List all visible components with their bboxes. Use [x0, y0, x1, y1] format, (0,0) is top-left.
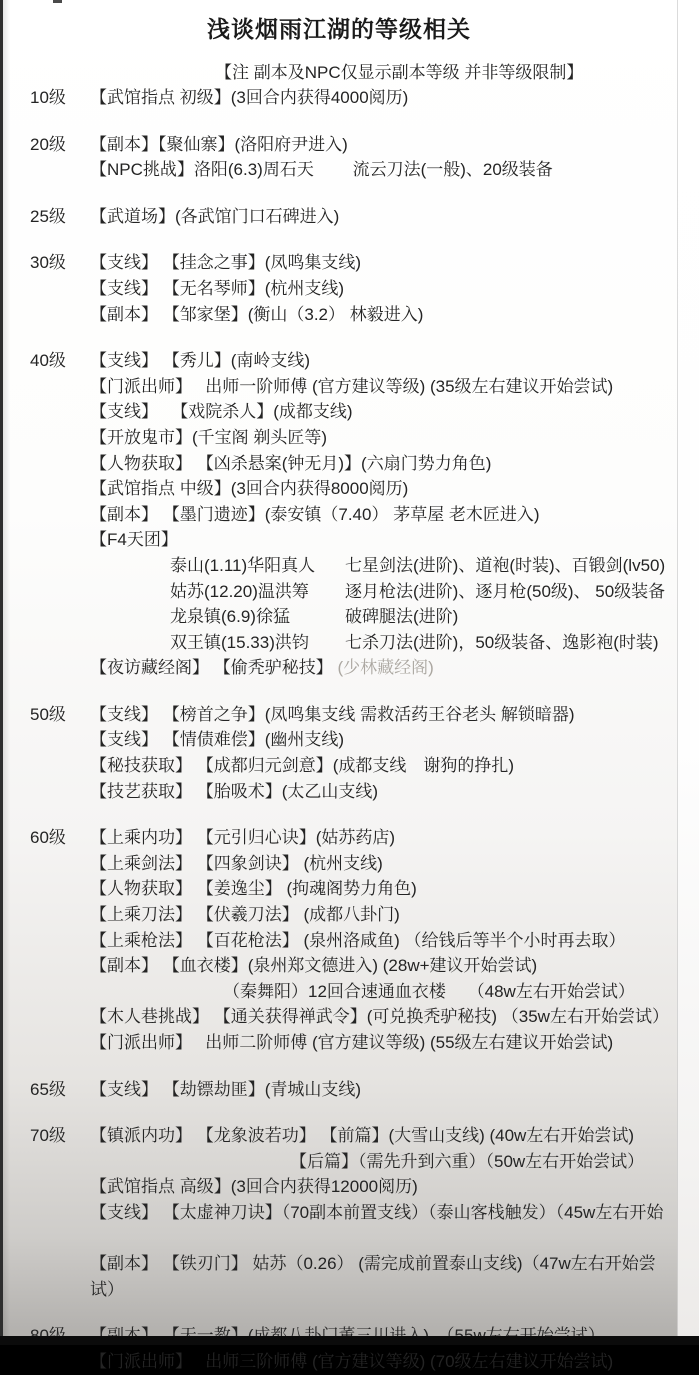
line-text-main: 【支线】 【劫镖劫匪】(青城山支线) — [90, 1079, 362, 1099]
line-text — [90, 1123, 678, 1149]
line-text-main: 【武馆指点 初级】(3回合内获得4000阅历) — [90, 88, 409, 107]
line-text — [90, 1251, 678, 1302]
level-label: 40级 — [30, 351, 66, 371]
line-text-main: 【副本】 【铁刃门】 姑苏（0.26） (需完成前置泰山支线)（47w左右开始尝试） — [90, 1254, 656, 1299]
line-text-main: 【支线】 【戏院杀人】(成都支线) — [90, 402, 353, 422]
doc-line — [0, 630, 678, 656]
doc-line — [0, 1174, 678, 1200]
line-text-main: 【副本】 【墨门遗迹】(泰安镇（7.40） 茅草屋 老木匠进入) — [90, 504, 540, 524]
doc-line — [0, 85, 678, 111]
line-text — [223, 979, 678, 1005]
doc-line — [0, 1123, 678, 1149]
doc-line — [0, 928, 678, 954]
f4-reward: 破碑腿法(进阶) — [345, 607, 459, 627]
doc-line — [0, 876, 678, 902]
doc-line — [0, 250, 678, 276]
faded-text: (少林藏经阁) — [337, 658, 434, 678]
f4-reward: 逐月枪法(进阶)、逐月枪(50级)、 50级装备 — [345, 581, 666, 601]
line-text — [90, 374, 678, 400]
doc-line — [0, 1251, 678, 1302]
line-text-main: 【支线】 【无名琴师】(杭州支线) — [90, 278, 345, 298]
doc-line — [0, 727, 678, 753]
line-text — [90, 753, 678, 779]
line-text-main: （秦舞阳）12回合速通血衣楼 （48w左右开始尝试） — [223, 981, 635, 1001]
line-text-main: 【上乘内功】 【元引归心诀】(姑苏药店) — [90, 828, 396, 848]
line-text-main: 【支线】 【榜首之争】(凤鸣集支线 需救活药王谷老头 解锁暗器) — [90, 704, 575, 724]
line-text — [90, 727, 678, 753]
doc-line — [0, 851, 678, 877]
line-text — [90, 302, 678, 328]
doc-line — [0, 902, 678, 928]
f4-npc: 泰山(1.11)华阳真人 — [170, 555, 316, 575]
line-text — [90, 348, 678, 374]
line-text — [0, 1226, 678, 1252]
level-label: 10级 — [30, 88, 66, 107]
line-text-main: 【上乘剑法】 【四象剑诀】 (杭州支线) — [90, 853, 383, 873]
doc-line — [0, 399, 678, 425]
line-text — [90, 527, 678, 553]
doc-line — [0, 1004, 678, 1030]
line-text-main: 【上乘刀法】 【伏羲刀法】 (成都八卦门) — [90, 905, 400, 925]
doc-line — [0, 979, 678, 1005]
line-text-main: 【副本】 【血衣楼】(泉州郑文德进入) (28w+建议开始尝试) — [90, 956, 538, 976]
line-text — [90, 779, 678, 805]
level-label: 50级 — [30, 704, 66, 724]
doc-line — [0, 779, 678, 805]
line-text-main: 【NPC挑战】洛阳(6.3)周石天 流云刀法(一般)、20级装备 — [90, 160, 553, 180]
level-label: 20级 — [30, 134, 66, 154]
f4-npc: 姑苏(12.20)温洪筹 — [170, 581, 309, 601]
line-text-main: 【副本】【聚仙寨】(洛阳府尹进入) — [90, 134, 348, 154]
doc-line — [0, 132, 678, 158]
line-text — [90, 276, 678, 302]
line-text-main: 【人物获取】 【姜逸尘】 (拘魂阁势力角色) — [90, 879, 417, 899]
line-text — [90, 250, 678, 276]
line-text-main: 【上乘枪法】 【百花枪法】 (泉州洛咸鱼) （给钱后等半个小时再去取） — [90, 930, 626, 950]
line-text — [90, 157, 678, 183]
level-label: 70级 — [30, 1126, 66, 1146]
line-text-main: 【F4天团】 — [90, 530, 178, 550]
level-list — [0, 85, 678, 1375]
line-text — [90, 132, 678, 158]
level-label: 65级 — [30, 1079, 66, 1099]
line-text — [90, 902, 678, 928]
note-line: 【注 副本及NPC仅显示副本等级 并非等级限制】 — [215, 63, 584, 82]
f4-reward: 七星剑法(进阶)、道袍(时装)、百锻剑(lv50) — [345, 555, 666, 575]
f4-npc: 龙泉镇(6.9)徐猛 — [170, 607, 290, 627]
line-text-main: 【副本】 【邹家堡】(衡山（3.2） 林毅进入) — [90, 304, 424, 324]
line-text — [90, 204, 678, 230]
doc-line — [0, 702, 678, 728]
bottom-black-bar — [0, 1336, 699, 1345]
line-text — [90, 953, 678, 979]
line-text — [90, 1004, 678, 1030]
line-text-main: 【武馆指点 高级】(3回合内获得12000阅历) — [90, 1177, 418, 1197]
level-label: 30级 — [30, 253, 66, 273]
line-text-main: 【门派出师】 出师二阶师傅 (官方建议等级) (55级左右建议开始尝试) — [90, 1033, 614, 1052]
line-text — [90, 451, 678, 477]
doc-line — [0, 579, 678, 605]
doc-line — [0, 1349, 678, 1375]
line-text-main: 【武道场】(各武馆门口石碑进入) — [90, 206, 340, 226]
line-text-main: 【支线】 【秀儿】(南岭支线) — [90, 351, 311, 371]
line-text — [90, 1174, 678, 1200]
doc-line — [0, 451, 678, 477]
page-title: 浅谈烟雨江湖的等级相关 — [207, 16, 471, 42]
level-label: 25级 — [30, 206, 66, 226]
line-text-main: 【支线】 【挂念之事】(凤鸣集支线) — [90, 253, 362, 273]
line-text-main: 【门派出师】 出师一阶师傅 (官方建议等级) (35级左右建议开始尝试) — [90, 376, 614, 396]
f4-npc: 双王镇(15.33)洪钧 — [170, 632, 309, 652]
doc-line — [0, 1149, 678, 1175]
doc-line — [0, 1226, 678, 1252]
doc-line — [0, 204, 678, 230]
doc-line — [0, 502, 678, 528]
right-margin-strip — [677, 0, 699, 1345]
doc-line — [0, 157, 678, 183]
doc-line — [0, 655, 678, 681]
line-text — [90, 85, 678, 111]
line-text — [90, 1077, 678, 1103]
line-text — [90, 825, 678, 851]
line-text — [90, 425, 678, 451]
line-text-main: 【支线】 【情债难偿】(幽州支线) — [90, 730, 345, 750]
line-text-main: 【后篇】（需先升到六重）（50w左右开始尝试） — [290, 1151, 645, 1171]
line-text — [90, 851, 678, 877]
doc-line — [0, 425, 678, 451]
line-text-main: 【武馆指点 中级】(3回合内获得8000阅历) — [90, 479, 409, 499]
line-text-main: 【夜访藏经阁】 【偷秃驴秘技】 — [90, 658, 338, 678]
doc-line — [0, 1030, 678, 1056]
line-text — [90, 502, 678, 528]
level-label: 60级 — [30, 828, 66, 848]
line-text — [90, 702, 678, 728]
doc-line — [0, 374, 678, 400]
doc-line — [0, 953, 678, 979]
doc-line — [0, 1077, 678, 1103]
doc-line — [0, 302, 678, 328]
line-text — [90, 655, 678, 681]
line-text — [290, 1149, 678, 1175]
line-text-main: 【木人巷挑战】 【通关获得禅武令】(可兑换秃驴秘技) （35w左右开始尝试） — [90, 1007, 669, 1027]
line-text — [90, 1030, 678, 1056]
line-text — [90, 876, 678, 902]
line-text-main: 【人物获取】 【凶杀悬案(钟无月)】(六扇门势力角色) — [90, 453, 492, 473]
line-text-main: 【门派出师】 出师三阶师傅 (官方建议等级) (70级左右建议开始尝试) — [90, 1351, 614, 1371]
doc-line — [0, 825, 678, 851]
doc-line — [0, 276, 678, 302]
line-text-main: 【开放鬼市】(千宝阁 剃头匠等) — [90, 427, 328, 447]
line-text-main: 【镇派内功】 【龙象波若功】 【前篇】(大雪山支线) (40w左右开始尝试) — [90, 1126, 634, 1146]
doc-line — [0, 553, 678, 579]
line-text — [90, 928, 678, 954]
doc-line — [0, 527, 678, 553]
line-text — [90, 1349, 678, 1375]
line-text-main: 【技艺获取】 【胎吸术】(太乙山支线) — [90, 781, 379, 801]
line-text — [90, 476, 678, 502]
f4-reward: 七杀刀法(进阶)，50级装备、逸影袍(时装) — [345, 632, 659, 652]
line-text-main: 【秘技获取】 【成都归元剑意】(成都支线 谢狗的挣扎) — [90, 756, 515, 776]
line-text-main: 【支线】 【太虚神刀诀】（70副本前置支线）（泰山客栈触发）（45w左右开始 — [90, 1202, 664, 1222]
doc-line — [0, 348, 678, 374]
line-text — [90, 399, 678, 425]
doc-line — [0, 604, 678, 630]
doc-line — [0, 476, 678, 502]
doc-line — [0, 753, 678, 779]
doc-line — [0, 1200, 678, 1226]
line-text — [90, 1200, 678, 1226]
